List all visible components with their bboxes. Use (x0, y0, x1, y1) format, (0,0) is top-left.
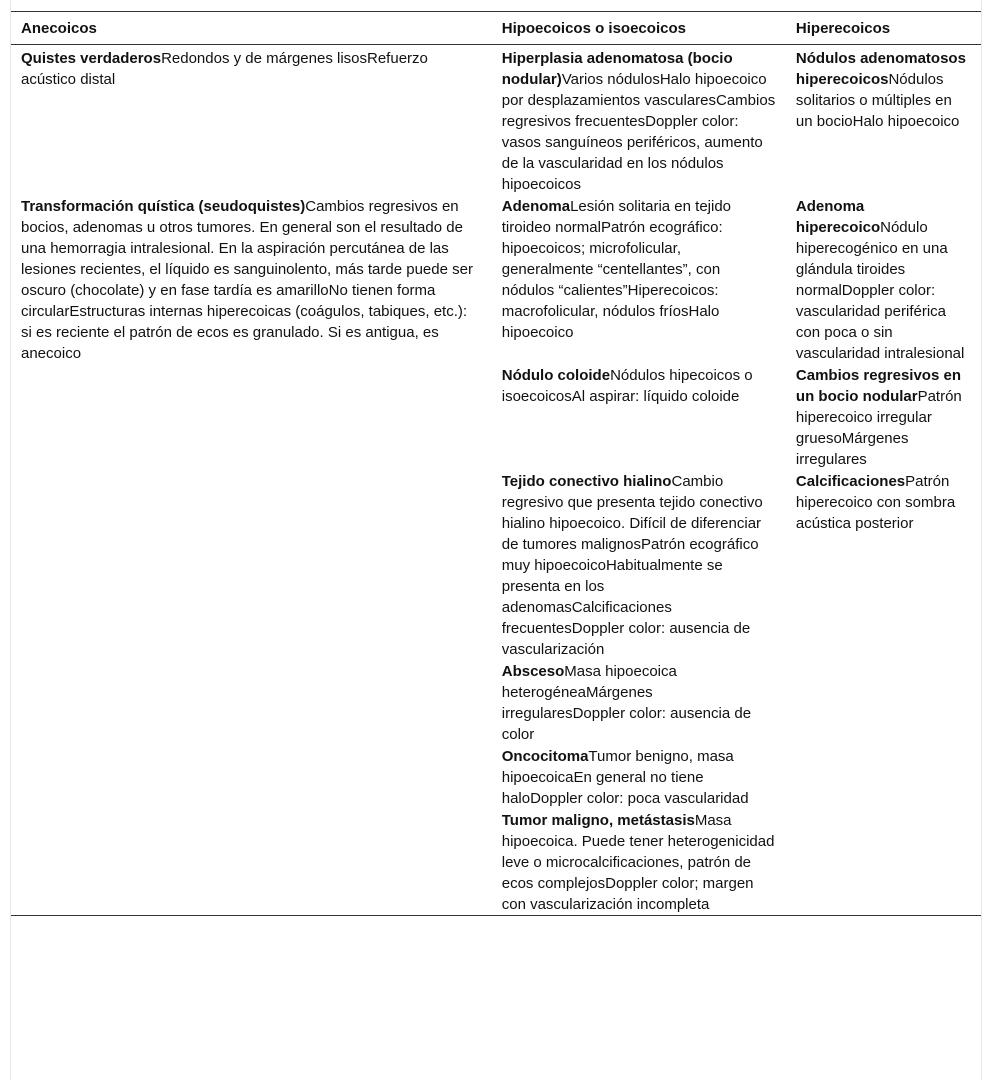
cell-empty (786, 745, 981, 809)
table-row (11, 45, 981, 196)
table-row (11, 195, 981, 364)
entry-title: Tejido conectivo hialino (501, 473, 672, 490)
cell-calcificaciones (786, 470, 981, 660)
table-row (11, 745, 981, 809)
entry-title: Oncocitoma (501, 748, 589, 765)
table-row (11, 809, 981, 916)
cell-absceso (492, 660, 786, 745)
cell-tejido-conectivo-hialino (492, 470, 786, 660)
cell-adenoma-hiperecoico (786, 195, 981, 364)
header-hiperecoicos: Hiperecoicos (795, 20, 891, 37)
cell-empty (11, 809, 492, 916)
entry-text: Cambios regresivos en bocios, adenomas u otros tumores. En general son el resultado de una hemorragia intralesional. En la aspiración percutánea de las lesiones recientes, el líquido es sanguinolento, más tarde puede ser oscuro (chocolate) y en fase tardía es amarilloNo tienen forma circularEstructuras internas hiperecoicas (coágulos, tabiques, etc.): si es reciente el patrón de ecos es granulado. Si es antigua, es anecoico (21, 198, 473, 362)
entry-title: Nódulo coloide (501, 367, 611, 384)
entry-text: Varios nódulosHalo hipoecoico por desplazamientos vascularesCambios regresivos frecuentesDoppler color: vasos sanguíneos periféricos, aumento de la vascularidad en los nódulos hipoecoicos (501, 71, 776, 193)
entry-title: Adenoma (501, 198, 571, 215)
entry-title: Cambios regresivos en un bocio nodular (795, 367, 961, 405)
cell-tumor-maligno (492, 809, 786, 916)
cell-nodulos-adenomatosos-hiperecoicos (786, 45, 981, 196)
cell-oncocitoma (492, 745, 786, 809)
header-hipoecoicos: Hipoecoicos o isoecoicos (501, 20, 686, 37)
cell-hiperplasia-adenomatosa (492, 45, 786, 196)
cell-transformacion-quistica (11, 195, 492, 364)
cell-empty (786, 809, 981, 916)
header-row (11, 12, 981, 45)
entry-text: Tumor benigno, masa hipoecoicaEn general no tiene haloDoppler color: poca vascularidad (501, 748, 749, 807)
entry-text: Nódulos hipecoicos o isoecoicosAl aspirar: líquido coloide (501, 367, 753, 405)
entry-title: Hiperplasia adenomatosa (bocio nodular) (501, 50, 733, 88)
entry-title: Adenoma hiperecoico (795, 198, 881, 236)
entry-text: Redondos y de márgenes lisosRefuerzo acústico distal (21, 50, 428, 88)
cell-empty (11, 364, 492, 470)
cell-empty (11, 660, 492, 745)
table-row (11, 470, 981, 660)
entry-text: Cambio regresivo que presenta tejido conectivo hialino hipoecoico. Difícil de diferenciar de tumores malignosPatrón ecográfico muy hipoecoicoHabitualmente se presenta en los adenomasCalcificaciones frecuentesDoppler color: ausencia de vascularización (501, 473, 763, 658)
entry-text: Lesión solitaria en tejido tiroideo normalPatrón ecográfico: hipoecoicos; microfolicular, generalmente “centellantes”, con nódulos “calientes”Hiperecoicos: macrofolicular, nódulos fríosHalo hipoecoico (501, 198, 732, 341)
table-row (11, 660, 981, 745)
entry-text: Nódulo hiperecogénico en una glándula tiroides normalDoppler color: vascularidad periférica con poca o sin vascularidad intralesional (795, 219, 965, 362)
entry-title: Quistes verdaderos (21, 50, 162, 67)
cell-empty (11, 470, 492, 660)
ultrasound-nodule-table (11, 11, 981, 916)
entry-text: Masa hipoecoica heterogéneaMárgenes irregularesDoppler color: ausencia de color (501, 663, 752, 743)
cell-adenoma (492, 195, 786, 364)
entry-title: Transformación quística (seudoquistes) (21, 198, 306, 215)
table-row (11, 364, 981, 470)
entry-title: Nódulos adenomatosos hiperecoicos (795, 50, 966, 88)
entry-title: Absceso (501, 663, 565, 680)
entry-text: Patrón hiperecoico irregular gruesoMárgenes irregulares (795, 388, 962, 468)
entry-title: Calcificaciones (795, 473, 906, 490)
entry-text: Patrón hiperecoico con sombra acústica posterior (795, 473, 956, 532)
entry-text: Masa hipoecoica. Puede tener heterogenicidad leve o microcalcificaciones, patrón de ecos complejosDoppler color; margen con vascularización incompleta (501, 812, 775, 913)
cell-empty (11, 745, 492, 809)
header-anecoicos: Anecoicos (21, 20, 97, 37)
cell-empty (786, 660, 981, 745)
cell-quistes-verdaderos (11, 45, 492, 196)
entry-title: Tumor maligno, metástasis (501, 812, 695, 829)
cell-nodulo-coloide (492, 364, 786, 470)
entry-text: Nódulos solitarios o múltiples en un bocioHalo hipoecoico (795, 71, 960, 130)
cell-cambios-regresivos (786, 364, 981, 470)
